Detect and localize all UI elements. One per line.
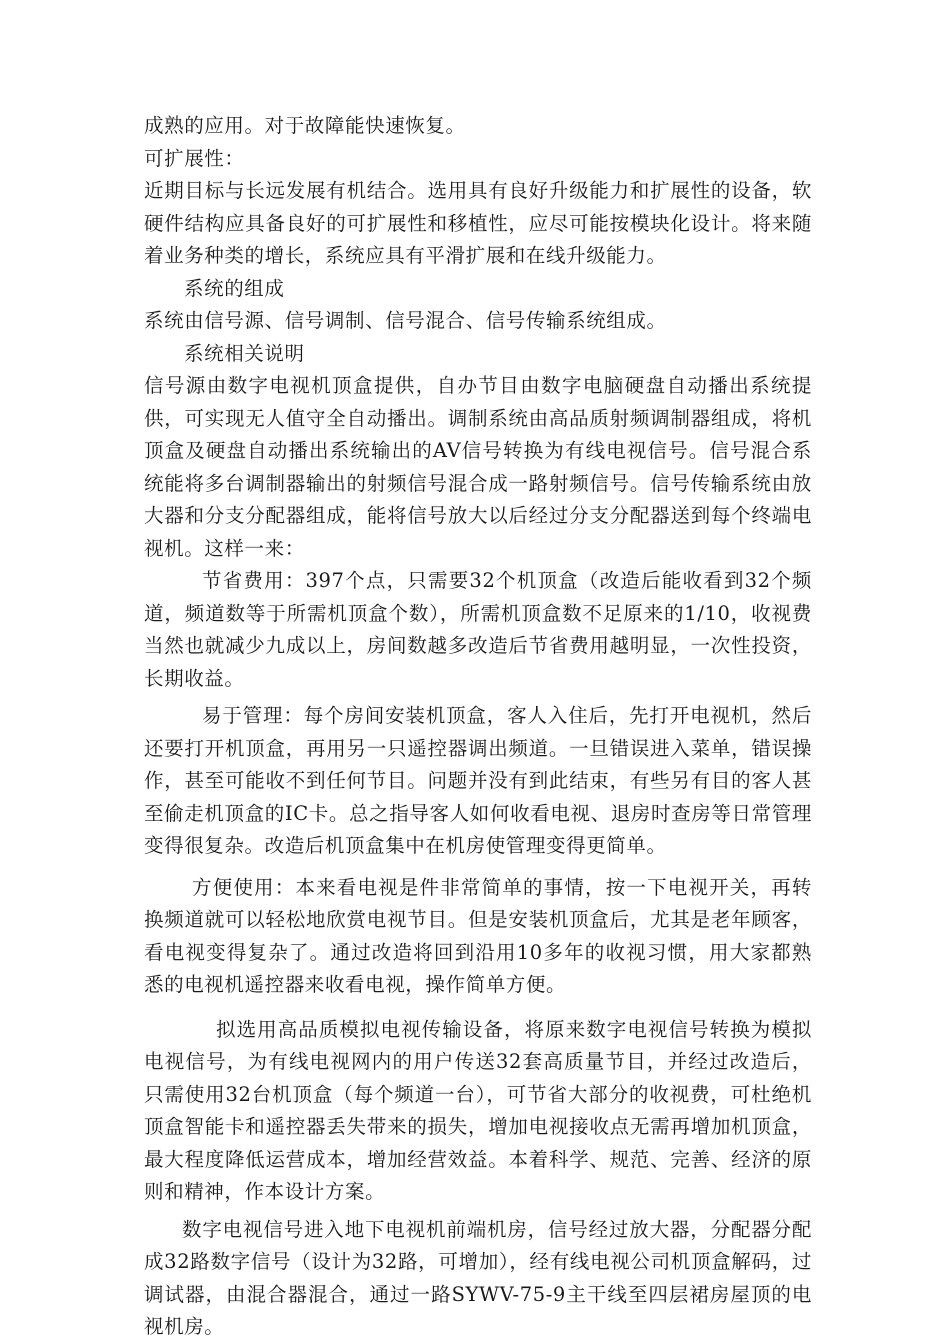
paragraph-system-description: 信号源由数字电视机顶盒提供，自办节目由数字电脑硬盘自动播出系统提供，可实现无人值守全自动播出。调制系统由高品质射频调制器组成，将机顶盒及硬盘自动播出系统输出的AV信号转换为有线电视信号。信号混合系统能将多台调制器输出的射频信号混合成一路射频信号。信号传输系统由放大器和分支分配器组成，能将信号放大以后经过分支分配器送到每个终端电视机。这样一来： bbox=[144, 374, 812, 560]
heading-scalability: 可扩展性： bbox=[144, 146, 245, 170]
paragraph-signal-routing: 数字电视信号进入地下电视机前端机房，信号经过放大器，分配器分配成32路数字信号（设计为32路，可增加），经有线电视公司机顶盒解码，过调试器，由混合器混合，通过一路SYWV-75-9主干线至四层裙房屋顶的电视机房。 bbox=[144, 1217, 812, 1338]
paragraph-convenient-use: 方便使用：本来看电视是件非常简单的事情，按一下电视开关，再转换频道就可以轻松地欣赏电视节目。但是安装机顶盒后，尤其是老年顾客，看电视变得复杂了。通过改造将回到沿用10多年的收视习惯，用大家都熟悉的电视机遥控器来收看电视，操作简单方便。 bbox=[144, 875, 812, 996]
paragraph-scalability: 近期目标与长远发展有机结合。选用具有良好升级能力和扩展性的设备，软硬件结构应具备良好的可扩展性和移植性，应尽可能按模块化设计。将来随着业务种类的增长，系统应具有平滑扩展和在线升级能力。 bbox=[144, 179, 812, 267]
paragraph-system-composition: 系统由信号源、信号调制、信号混合、信号传输系统组成。 bbox=[144, 309, 667, 332]
paragraph-cost-saving: 节省费用：397个点，只需要32个机顶盒（改造后能收看到32个频道，频道数等于所需机顶盒个数），所需机顶盒数不足原来的1/10，收视费当然也就减少九成以上，房间数越多改造后节省费用越明显，一次性投资，长期收益。 bbox=[144, 569, 812, 690]
paragraph-easy-management: 易于管理：每个房间安装机顶盒，客人入住后，先打开电视机，然后还要打开机顶盒，再用另一只遥控器调出频道。一旦错误进入菜单，错误操作，甚至可能收不到任何节目。问题并没有到此结束，有些另有目的客人甚至偷走机顶盒的IC卡。总之指导客人如何收看电视、退房时查房等日常管理变得很复杂。改造后机顶盒集中在机房使管理变得更简单。 bbox=[144, 704, 812, 857]
paragraph-continuation: 成熟的应用。对于故障能快速恢复。 bbox=[144, 114, 466, 137]
heading-system-composition: 系统的组成 bbox=[184, 276, 285, 300]
heading-system-description: 系统相关说明 bbox=[184, 341, 305, 365]
document-body bbox=[144, 110, 812, 1344]
paragraph-equipment-selection: 拟选用高品质模拟电视传输设备，将原来数字电视信号转换为模拟电视信号，为有线电视网内的用户传送32套高质量节目，并经过改造后，只需使用32台机顶盒（每个频道一台），可节省大部分的收视费，可杜绝机顶盒智能卡和遥控器丢失带来的损失，增加电视接收点无需再增加机顶盒，最大程度降低运营成本，增加经营效益。本着科学、规范、完善、经济的原则和精神，作本设计方案。 bbox=[144, 1017, 812, 1203]
